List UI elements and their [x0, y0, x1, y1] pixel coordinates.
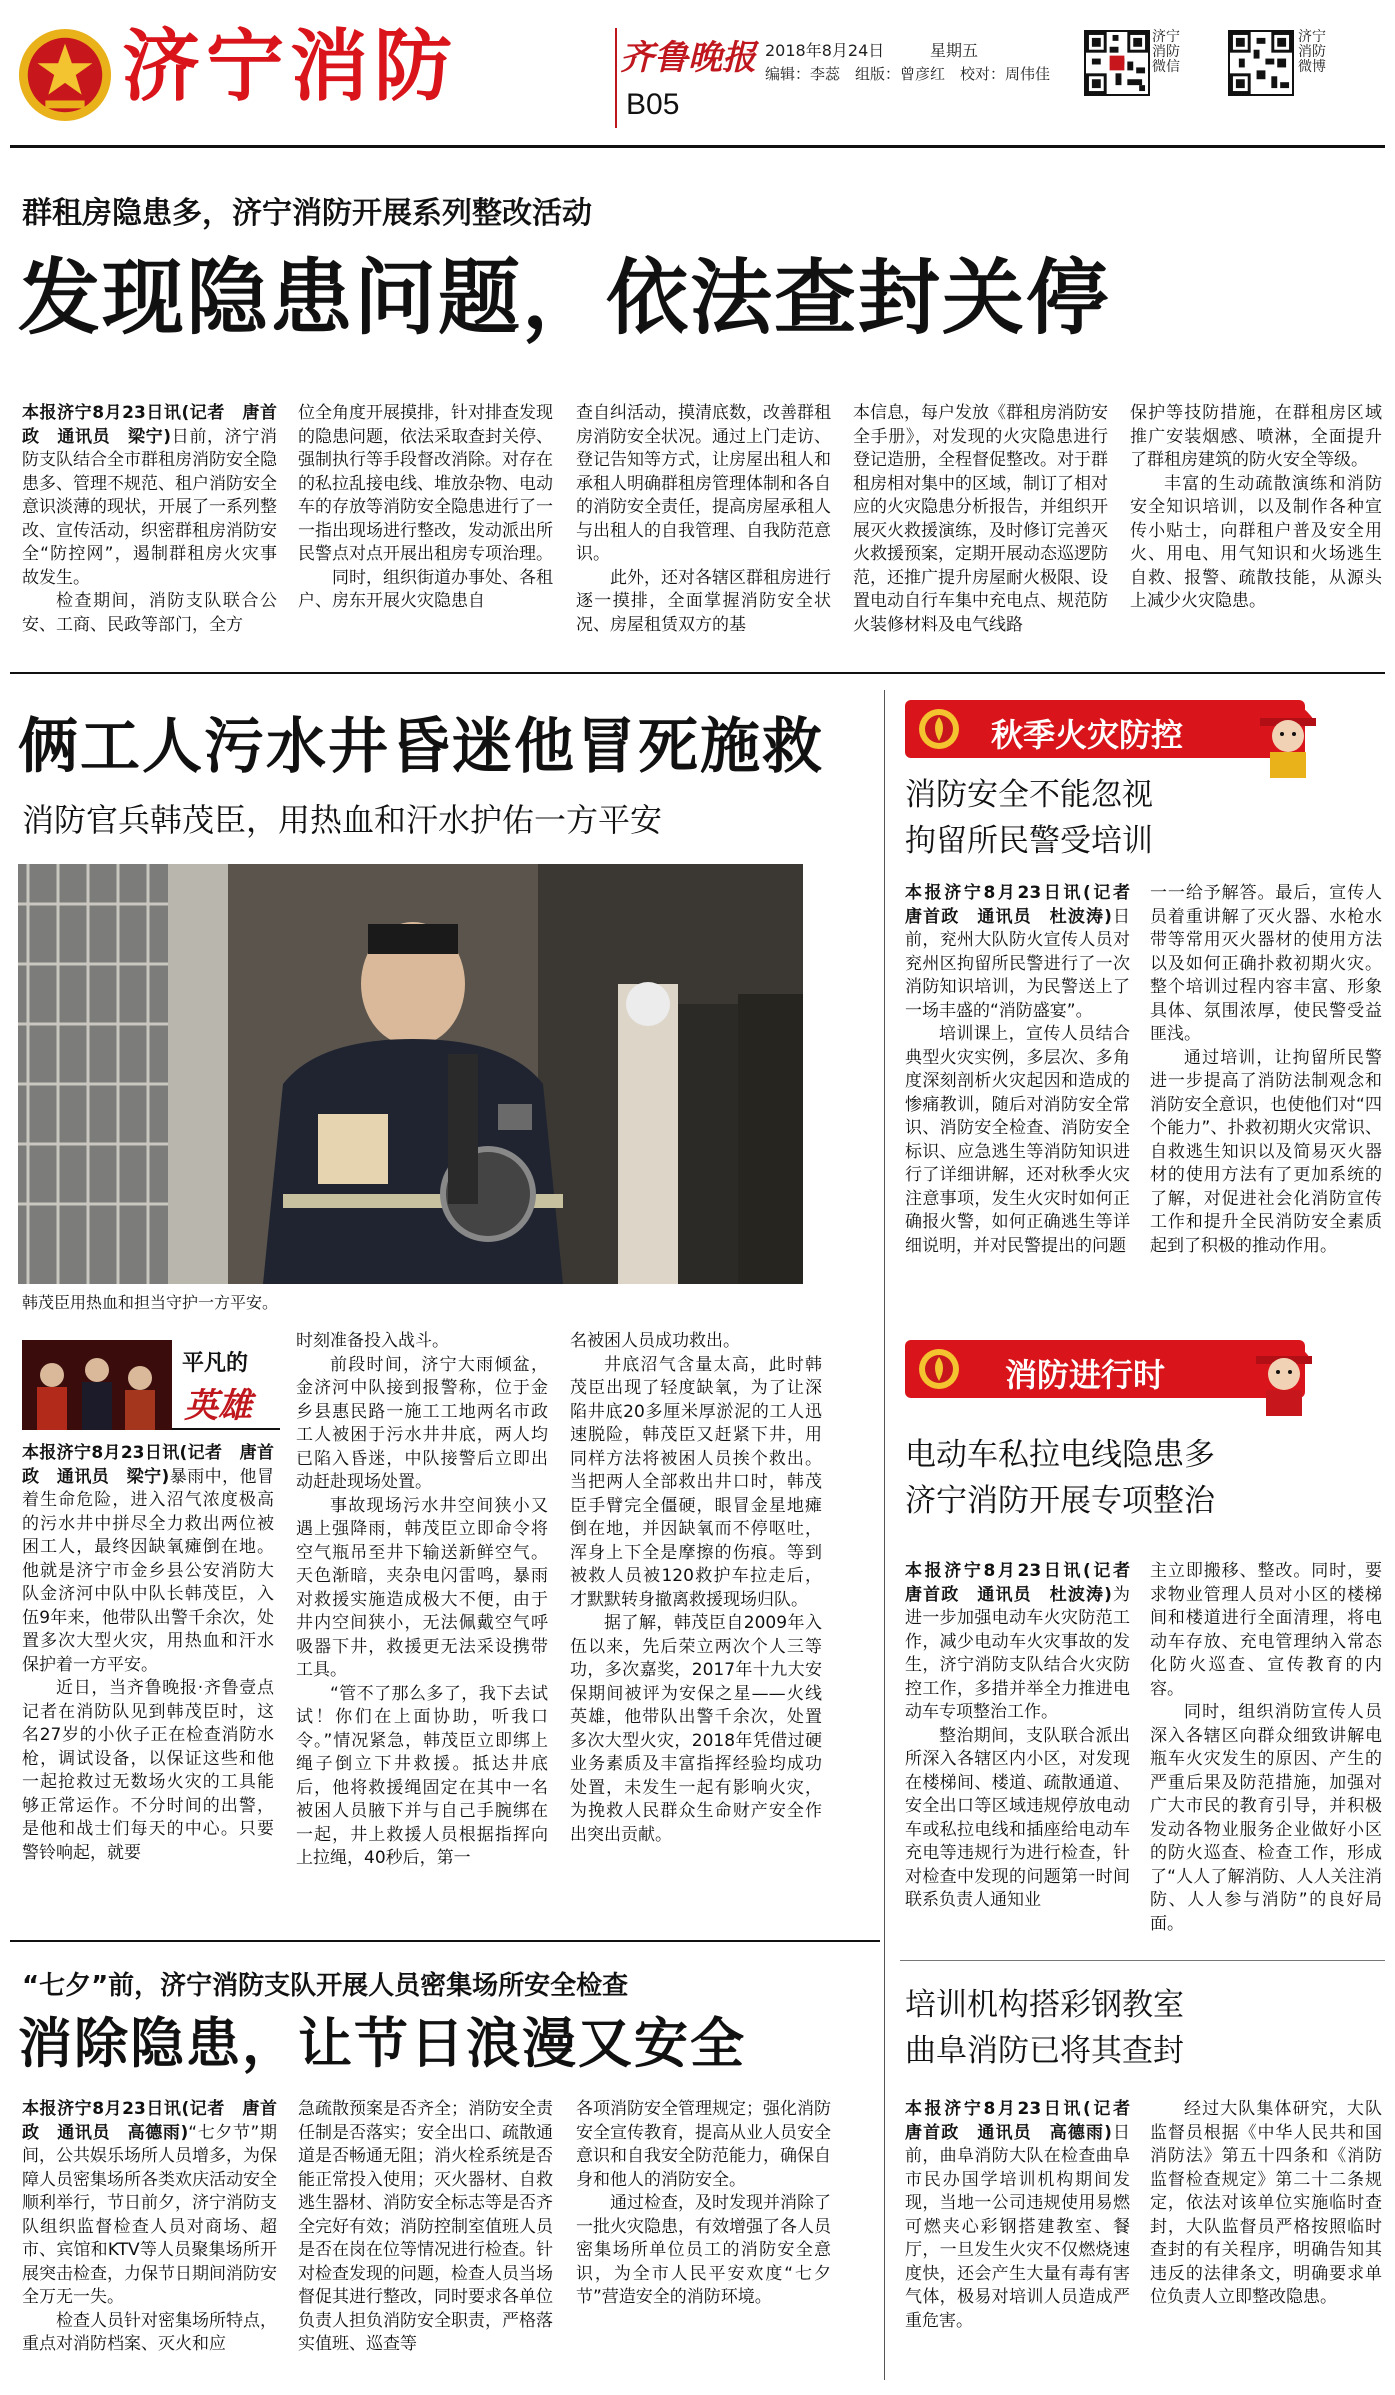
story2-column: [570, 1330, 822, 1847]
paragraph: 前段时间，济宁大雨倾盆，金济河中队接到报警称，位于金乡县惠民路一施工工地两名市政工人被困于污水井井底，两人均已陷入昏迷，中队接警后立即出动赶赴现场处置。: [296, 1354, 548, 1492]
story2-column: [22, 1442, 274, 1865]
badge-line2: 英雄: [184, 1386, 252, 1426]
paragraph: 据了解，韩茂臣自2009年入伍以来，先后荣立两次个人三等功，多次嘉奖，2017年十九大安保期间被评为安保之星——火线英雄，他带队出警千余次，处置多次大型火灾，2018年凭借过硬业务素质及丰富指挥经验均成功处置，未发生一起有影响火灾，为挽救人民群众生命财产安全作出突出贡献。: [570, 1613, 822, 1845]
paragraph: 日前，兖州大队防火宣传人员对兖州区拘留所民警进行了一次消防知识培训，为民警送上了一场丰盛的“消防盛宴”。: [905, 906, 1130, 1021]
header-divider: [615, 28, 617, 128]
story3-kicker: “七夕”前，济宁消防支队开展人员密集场所安全检查: [22, 1971, 629, 2001]
article3-column: [905, 2098, 1147, 2333]
story3-column: [298, 2098, 553, 2357]
paragraph: 近日，当齐鲁晚报·齐鲁壹点记者在消防队见到韩茂臣时，这名27岁的小伙子正在检查消防水枪，调试设备，以保证这些和他一起抢救过无数场火灾的工具能够正常运作。不分时间的出警，是他和战士们每天的中心。只要警铃响起，就要: [22, 1678, 274, 1863]
paragraph: 本信息，每户发放《群租房消防安全手册》，对发现的火灾隐患进行登记造册，全程督促整改。对于群租房相对集中的区域，制订了相对应的火灾隐患分析报告，并组织开展灭火救援演练，及时修订完善灭火救援预案，定期开展动态巡逻防范，还推广提升房屋耐火极限、设置电动自行车集中充电点、规范防火装修材料及电气线路: [853, 403, 1108, 635]
paragraph: 检查期间，消防支队联合公安、工商、民政等部门，全方: [22, 591, 277, 635]
paragraph: 此外，还对各辖区群租房进行逐一摸排，全面掌握消防安全状况、房屋租赁双方的基: [576, 567, 831, 635]
story1-column: [576, 402, 831, 637]
story1-kicker: 群租房隐患多，济宁消防开展系列整改活动: [22, 196, 592, 231]
article3-column: [1150, 2098, 1382, 2310]
story1-column: [1130, 402, 1382, 614]
issue-date: 2018年8月24日: [765, 41, 885, 60]
article2-column: [905, 1560, 1147, 1913]
story1-column: [22, 402, 277, 637]
paragraph: 查自纠活动，摸清底数，改善群租房消防安全状况。通过上门走访、登记告知等方式，让房屋出租人和承租人明确群租房管理体制和各自的消防安全责任，提高房屋承租人与出租人的自我管理、自我防范意识。: [576, 403, 831, 564]
paragraph: 日前，曲阜消防大队在检查曲阜市民办国学培训机构期间发现，当地一公司违规使用易燃可燃夹心彩钢搭建教室、餐厅，一旦发生火灾不仅燃烧速度快，还会产生大量有毒有害气体，极易对培训人员造成严重危害。: [905, 2122, 1130, 2331]
paragraph: 事故现场污水井空间狭小又遇上强降雨，韩茂臣立即命令将空气瓶吊至井下输送新鲜空气。天色渐暗，夹杂电闪雷鸣，暴雨对救援实施造成极大不便，由于井内空间狭小，无法佩戴空气呼吸器下井，救援更无法采设携带工具。: [296, 1495, 548, 1680]
editor-credits: 编辑：李蕊 组版：曾彦红 校对：周伟佳: [765, 65, 1051, 83]
paragraph: 日前，济宁消防支队结合全市群租房消防安全隐患多、管理不规范、租户消防安全意识淡薄的现状，开展了一系列整改、宣传活动，织密群租房消防安全“防控网”，遏制群租房火灾事故发生。: [22, 426, 277, 588]
paragraph: 通过检查，及时发现并消除了一批火灾隐患，有效增强了各人员密集场所单位员工的消防安全意识，为全市人民平安欢度“七夕节”营造安全的消防环境。: [576, 2193, 831, 2307]
paragraph: 保护等技防措施，在群租房区域推广安装烟感、喷淋，全面提升了群租房建筑的防火安全等级。: [1130, 403, 1382, 470]
article2-title: [905, 1432, 1215, 1524]
hero-badge-photo: [22, 1340, 172, 1430]
paragraph: 同时，组织街道办事处、各租户、房东开展火灾隐患自: [298, 567, 553, 611]
article1-column: [1150, 882, 1382, 1258]
paragraph: 各项消防安全管理规定；强化消防安全宣传教育，提高从业人员安全意识和自我安全防范能力，确保自身和他人的消防安全。: [576, 2099, 831, 2190]
article3-title: [905, 1982, 1184, 2074]
banner-text: 消防进行时: [1005, 1356, 1166, 1394]
byline: 本报济宁8月23日讯(记者 唐首政 通讯员 梁宁): [22, 1443, 274, 1487]
paragraph: 为进一步加强电动车火灾防范工作，减少电动车火灾事故的发生，济宁消防支队结合火灾防控工作，多措并举全力推进电动车专项整治工作。: [905, 1584, 1130, 1722]
banner-autumn-fire-control: [905, 700, 1305, 758]
article2-column: [1150, 1560, 1382, 1936]
byline: 本报济宁8月23日讯(记者 唐首政 通讯员 高德雨): [22, 2099, 277, 2143]
article1-title: [905, 772, 1153, 864]
photo-caption: 韩茂臣用热血和担当守护一方平安。: [22, 1293, 279, 1312]
byline: 本报济宁8月23日讯(记者 唐首政 通讯员 高德雨): [905, 2099, 1147, 2143]
title-line: 曲阜消防已将其查封: [905, 2033, 1184, 2069]
story1-column: [853, 402, 1108, 637]
firefighter-mascot-icon: [1248, 680, 1328, 780]
hero-badge: [172, 1340, 280, 1430]
title-line: 拘留所民警受培训: [905, 823, 1153, 859]
story2-headline: 俩工人污水井昏迷他冒死施救: [18, 712, 824, 782]
story2-column: [296, 1330, 548, 1871]
title-line: 济宁消防开展专项整治: [905, 1483, 1215, 1519]
byline: 本报济宁8月23日讯(记者 唐首政 通讯员 杜波涛): [905, 1561, 1147, 1605]
title-line: 消防安全不能忽视: [905, 777, 1153, 813]
paragraph: 急疏散预案是否齐全；消防安全责任制是否落实；安全出口、疏散通道是否畅通无阻；消火栓系统是否能正常投入使用；灭火器材、自救逃生器材、消防安全标志等是否齐全完好有效；消防控制室值班人员是否在岗在位等情况进行检查。针对检查发现的问题，检查人员当场督促其进行整改，同时要求各单位负责人担负消防安全职责，严格落实值班、巡查等: [298, 2099, 553, 2354]
paragraph: 暴雨中，他冒着生命危险，进入沼气浓度极高的污水井中拼尽全力救出两位被困工人，最终因缺氧瘫倒在地。他就是济宁市金乡县公安消防大队金济河中队中队长韩茂臣，入伍9年来，他带队出警千余次，处置多次大型火灾，用热血和汗水保护着一方平安。: [22, 1466, 274, 1675]
paragraph: 同时，组织消防宣传人员深入各辖区向群众细致讲解电瓶车火灾发生的原因、产生的严重后果及防范措施，加强对广大市民的教育引导，并积极发动各物业服务企业做好小区的防火巡查、检查工作，形成了“人人了解消防、人人关注消防、人人参与消防”的良好局面。: [1150, 1702, 1382, 1934]
issue-weekday: 星期五: [930, 41, 979, 60]
story3-column: [22, 2098, 277, 2357]
paragraph: 培训课上，宣传人员结合典型火灾实例，多层次、多角度深刻剖析火灾起因和造成的惨痛教训，随后对消防安全常识、消防安全检查、消防安全标识、应急逃生等消防知识进行了详细讲解，还对秋季火灾注意事项，发生火灾时如何正确报火警，如何正确逃生等详细说明，并对民警提出的问题: [905, 1024, 1130, 1256]
paragraph: 通过培训，让拘留所民警进一步提高了消防法制观念和消防安全意识，也使他们对“四个能力”、扑救初期火灾常识、自救逃生知识以及简易灭火器材的使用方法有了更加系统的了解，对促进社会化消防宣传工作和提升全民消防安全素质起到了积极的推动作用。: [1150, 1047, 1382, 1256]
header-rule: [10, 145, 1385, 148]
paragraph: 时刻准备投入战斗。: [296, 1331, 449, 1351]
masthead-title: 济宁消防: [122, 22, 459, 112]
paragraph: 位全角度开展摸排，针对排查发现的隐患问题，依法采取查封关停、强制执行等手段督改消除。对存在的私拉乱接电线、堆放杂物、电动车的存放等消防安全隐患进行了一一指出现场进行整改，发动派出所民警点对点开展出租房专项治理。: [298, 403, 553, 564]
story2-subhead: 消防官兵韩茂臣，用热血和汗水护佑一方平安: [22, 801, 663, 839]
paragraph: 一一给予解答。最后，宣传人员着重讲解了灭火器、水枪水带等常用灭火器材的使用方法以及如何正确扑救初期火灾。整个培训过程内容丰富、形象具体、氛围浓厚，使民警受益匪浅。: [1150, 883, 1382, 1044]
paragraph: “管不了那么多了，我下去试试！你们在上面协助，听我口令。”情况紧急，韩茂臣立即绑上绳子倒立下井救援。抵达井底后，他将救援绳固定在其中一名被困人员腋下并与自己手腕绑在一起，井上救援人员根据指挥向上拉绳，40秒后，第一: [296, 1683, 548, 1868]
paragraph: 井底沼气含量太高，此时韩茂臣出现了轻度缺氧，为了让深陷井底20多厘米厚淤泥的工人迅速脱险，韩茂臣又赶紧下井，用同样方法将被困人员挨个救出。当把两人全部救出井口时，韩茂臣手臂完全僵硬，眼冒金星地瘫倒在地，并因缺氧而不停呕吐，浑身上下全是摩擦的伤痕。等到被救人员被120救护车拉走后，才默默转身撤离救援现场归队。: [570, 1354, 822, 1610]
firefighter-mascot-icon: [1244, 1318, 1324, 1418]
story3-headline: 消除隐患，让节日浪漫又安全: [18, 2011, 746, 2075]
story1-headline: 发现隐患问题，依法查封关停: [18, 250, 1111, 346]
title-line: 电动车私拉电线隐患多: [905, 1437, 1215, 1473]
sidebar-divider: [884, 690, 885, 2380]
page-code: B05: [626, 88, 680, 121]
weibo-qr-label: 济宁消防微博: [1298, 29, 1326, 75]
article1-column: [905, 882, 1147, 1258]
story3-column: [576, 2098, 831, 2310]
police-emblem-icon: [16, 26, 114, 124]
fire-emblem-icon: [917, 1347, 961, 1391]
story1-column: [298, 402, 553, 614]
wechat-qr-label: 济宁消防微信: [1152, 29, 1180, 75]
paragraph: 丰富的生动疏散演练和消防安全知识培训，以及制作各种宣传小贴士，向群租户普及安全用火、用电、用气知识和火场逃生自救、报警、疏散技能，从源头上减少火灾隐患。: [1130, 473, 1382, 611]
paragraph: 名被困人员成功救出。: [570, 1331, 740, 1351]
paper-name: 齐鲁晚报: [620, 38, 756, 78]
title-line: 培训机构搭彩钢教室: [905, 1987, 1184, 2023]
badge-line1: 平凡的: [182, 1351, 249, 1376]
sidebar-rule: [900, 1960, 1385, 1961]
fire-emblem-icon: [917, 707, 961, 751]
section-rule: [10, 672, 1385, 674]
paragraph: 主立即搬移、整改。同时，要求物业管理人员对小区的楼梯间和楼道进行全面清理，将电动车存放、充电管理纳入常态化防火巡查、宣传教育的内容。: [1150, 1561, 1382, 1699]
paragraph: 检查人员针对密集场所特点，重点对消防档案、灭火和应: [22, 2310, 277, 2354]
paragraph: “七夕节”期间，公共娱乐场所人员增多，为保障人员密集场所各类欢庆活动安全顺利举行，节日前夕，济宁消防支队组织监督检查人员对商场、超市、宾馆和KTV等人员聚集场所开展突击检查，力保节日期间消防安全万无一失。: [22, 2122, 277, 2307]
firefighter-photo: [18, 864, 803, 1284]
banner-text: 秋季火灾防控: [991, 716, 1184, 754]
weibo-qr-code-icon: [1228, 30, 1294, 96]
wechat-qr-code-icon: [1084, 30, 1150, 96]
paragraph: 整治期间，支队联合派出所深入各辖区内小区，对发现在楼梯间、楼道、疏散通道、安全出口等区域违规停放电动车或私拉电线和插座给电动车充电等违规行为进行检查，针对检查中发现的问题第一时间联系负责人通知业: [905, 1725, 1130, 1910]
byline: 本报济宁8月23日讯(记者 唐首政 通讯员 杜波涛): [905, 883, 1147, 927]
paragraph: 经过大队集体研究，大队监督员根据《中华人民共和国消防法》第五十四条和《消防监督检查规定》第二十二条规定，依法对该单位实施临时查封，大队监督员严格按照临时查封的有关程序，明确告知其违反的法律条文，明确要求单位负责人立即整改隐患。: [1150, 2099, 1382, 2307]
section-rule: [10, 1940, 880, 1942]
byline: 本报济宁8月23日讯(记者 唐首政 通讯员 梁宁): [22, 403, 277, 447]
